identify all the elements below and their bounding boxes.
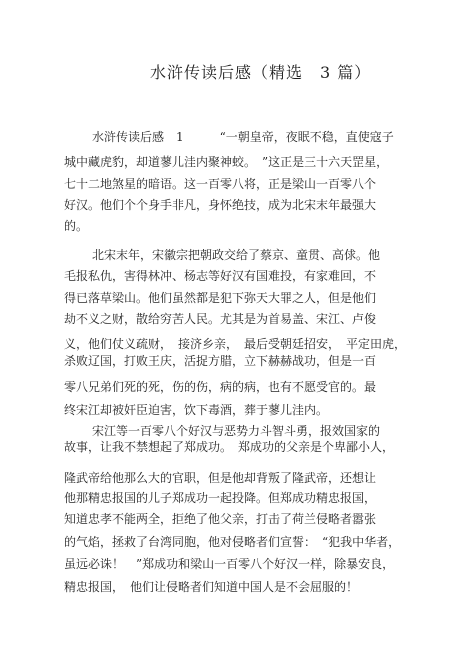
paragraph-line: 义，他们仗义疏财， 接济乡亲， 最后受朝廷招安， 平定田虎， xyxy=(64,337,407,351)
paragraph-line: 他那精忠报国的儿子郑成功一起投降。但郑成功精忠报国， xyxy=(64,491,377,505)
paragraph-line: 的。 xyxy=(64,219,89,233)
paragraph-line: 故事，让我不禁想起了郑成功。 郑成功的父亲是个卑鄙小人， xyxy=(64,440,395,454)
paragraph-line: 隆武帝给他那么大的官职，但是他却背叛了隆武帝，还想让 xyxy=(64,471,377,485)
paragraph-line: 好汉。他们个个身手非凡，身怀绝技，成为北宋末年最强大 xyxy=(64,198,377,212)
paragraph-line: 七十二地煞星的暗语。这一百零八将，正是梁山一百零八个 xyxy=(64,177,377,191)
paragraph-line: 城中藏虎豹，却道蓼儿洼内聚神蛟。 ”这正是三十六天罡星， xyxy=(64,155,389,169)
paragraph-line: 的气焰，拯救了台湾同胞，他对侵略者们宣誓： “犯我中华者， xyxy=(64,535,401,549)
paragraph-line: 精忠报国， 他们让侵略者们知道中国人是不会屈服的！ xyxy=(64,580,359,594)
document-title: 水浒传读后感（精选 3 篇） xyxy=(150,63,372,82)
paragraph-line: 宋江等一百零八个好汉与恶势力斗智斗勇，报效国家的 xyxy=(92,424,381,438)
paragraph-line: 杀败辽国，打败王庆，活捉方腊，立下赫赫战功，但是一百 xyxy=(64,354,377,368)
paragraph-line: 水浒传读后感 1 “一朝皇帝，夜眠不稳，直使寇子 xyxy=(92,130,394,144)
paragraph-line: 得已落草梁山。他们虽然都是犯下弥天大罪之人，但是他们 xyxy=(64,291,377,305)
paragraph-line: 终宋江却被奸臣迫害，饮下毒酒，葬于蓼儿洼内。 xyxy=(64,403,329,417)
paragraph-line: 知道忠孝不能两全，拒绝了他父亲，打击了荷兰侵略者嚣张 xyxy=(64,512,377,526)
paragraph-line: 虽远必诛！ ”郑成功和梁山一百零八个好汉一样，除暴安良， xyxy=(64,557,395,571)
paragraph-line: 零八兄弟们死的死，伤的伤，病的病，也有不愿受官的。最 xyxy=(64,380,377,394)
paragraph-line: 劫不义之财，散给穷苦人民。尤其是为首易盖、宋江、卢俊 xyxy=(64,312,377,326)
paragraph-line: 北宋末年，宋徽宗把朝政交给了蔡京、童贯、高俅。他 xyxy=(92,248,381,262)
paragraph-line: 毛报私仇，害得林冲、杨志等好汉有国难投，有家难回，不 xyxy=(64,269,377,283)
